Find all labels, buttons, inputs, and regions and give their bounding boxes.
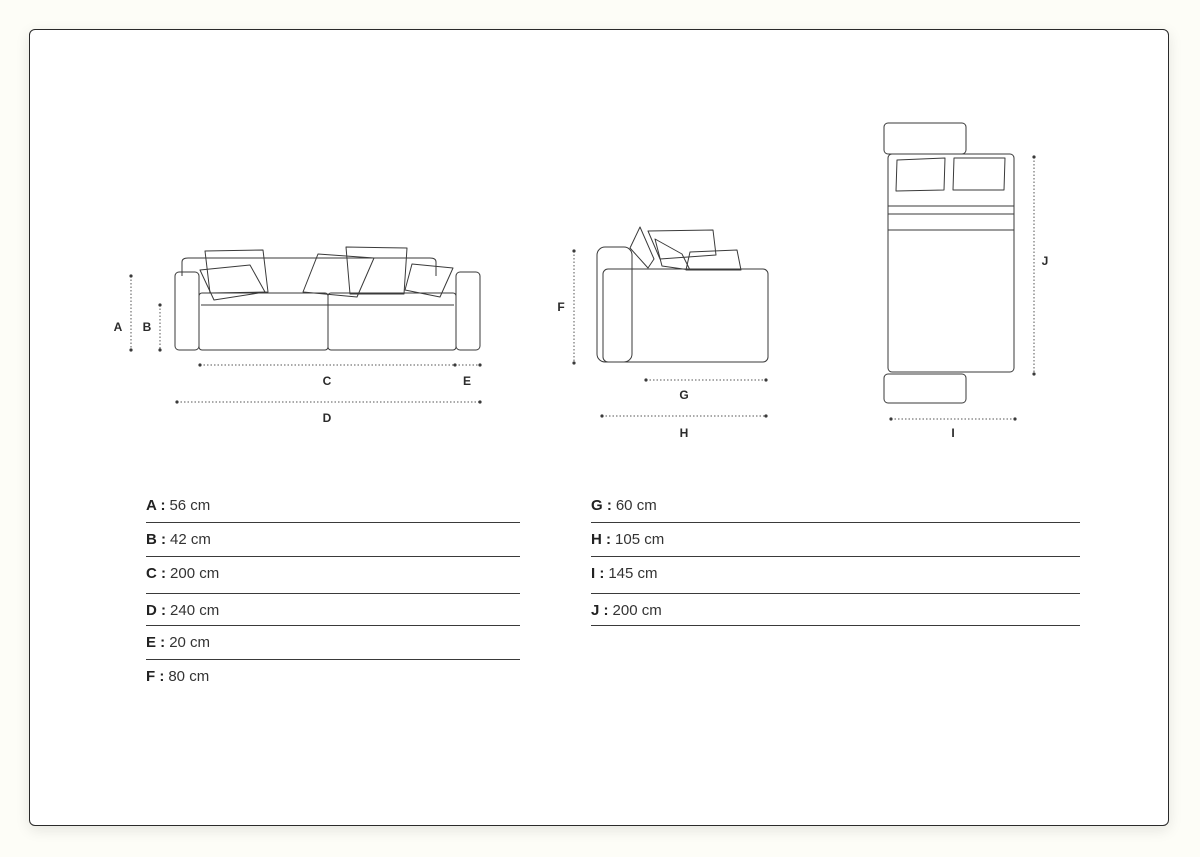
dimension-label-d: D bbox=[322, 411, 332, 425]
sofa-front-view bbox=[175, 247, 480, 350]
dimension-value: 60 cm bbox=[615, 497, 657, 514]
dimension-key: A bbox=[146, 497, 157, 514]
dimension-value: 200 cm bbox=[612, 602, 662, 619]
dimension-key: G bbox=[591, 497, 603, 514]
dimension-key: B bbox=[146, 531, 157, 548]
dimension-value: 56 cm bbox=[169, 497, 211, 514]
dimension-list-right bbox=[591, 489, 1080, 626]
dimension-key: H bbox=[591, 531, 602, 548]
dimension-key: F bbox=[146, 668, 156, 685]
list-item: D : 240 cm bbox=[146, 594, 520, 626]
dimension-label-i: I bbox=[951, 426, 955, 440]
sofa-side-view bbox=[597, 227, 768, 362]
list-item: J : 200 cm bbox=[591, 594, 1080, 626]
dimension-value: 145 cm bbox=[608, 565, 658, 582]
dimension-value: 240 cm bbox=[170, 602, 220, 619]
dimension-value: 200 cm bbox=[170, 565, 220, 582]
list-item: H : 105 cm bbox=[591, 523, 1080, 557]
bed-top-view bbox=[884, 123, 1014, 403]
dimension-label-f: F bbox=[557, 300, 565, 314]
dimension-key: D bbox=[146, 602, 157, 619]
dimension-key: C bbox=[146, 565, 157, 582]
dimension-value: 80 cm bbox=[168, 668, 210, 685]
dimension-label-a: A bbox=[113, 320, 123, 334]
list-item: C : 200 cm bbox=[146, 557, 520, 594]
dimension-value: 42 cm bbox=[170, 531, 211, 548]
dimension-label-b: B bbox=[142, 320, 152, 334]
dimension-key: J bbox=[591, 602, 600, 619]
list-item: G : 60 cm bbox=[591, 489, 1080, 523]
list-item: I : 145 cm bbox=[591, 557, 1080, 594]
dimension-key: E bbox=[146, 634, 157, 651]
dimension-label-h: H bbox=[679, 426, 689, 440]
list-item: B : 42 cm bbox=[146, 523, 520, 557]
dimension-label-c: C bbox=[322, 374, 332, 388]
dimension-value: 20 cm bbox=[169, 634, 211, 651]
dimension-list-left bbox=[146, 489, 520, 694]
dimension-key: I bbox=[591, 565, 596, 582]
list-item: F : 80 cm bbox=[146, 668, 210, 685]
dimension-value: 105 cm bbox=[615, 531, 665, 548]
list-item: A : 56 cm bbox=[146, 489, 520, 523]
dimension-label-e: E bbox=[462, 374, 472, 388]
dimension-label-g: G bbox=[679, 388, 689, 402]
dimension-label-j: J bbox=[1041, 254, 1049, 268]
list-item: E : 20 cm bbox=[146, 626, 520, 660]
